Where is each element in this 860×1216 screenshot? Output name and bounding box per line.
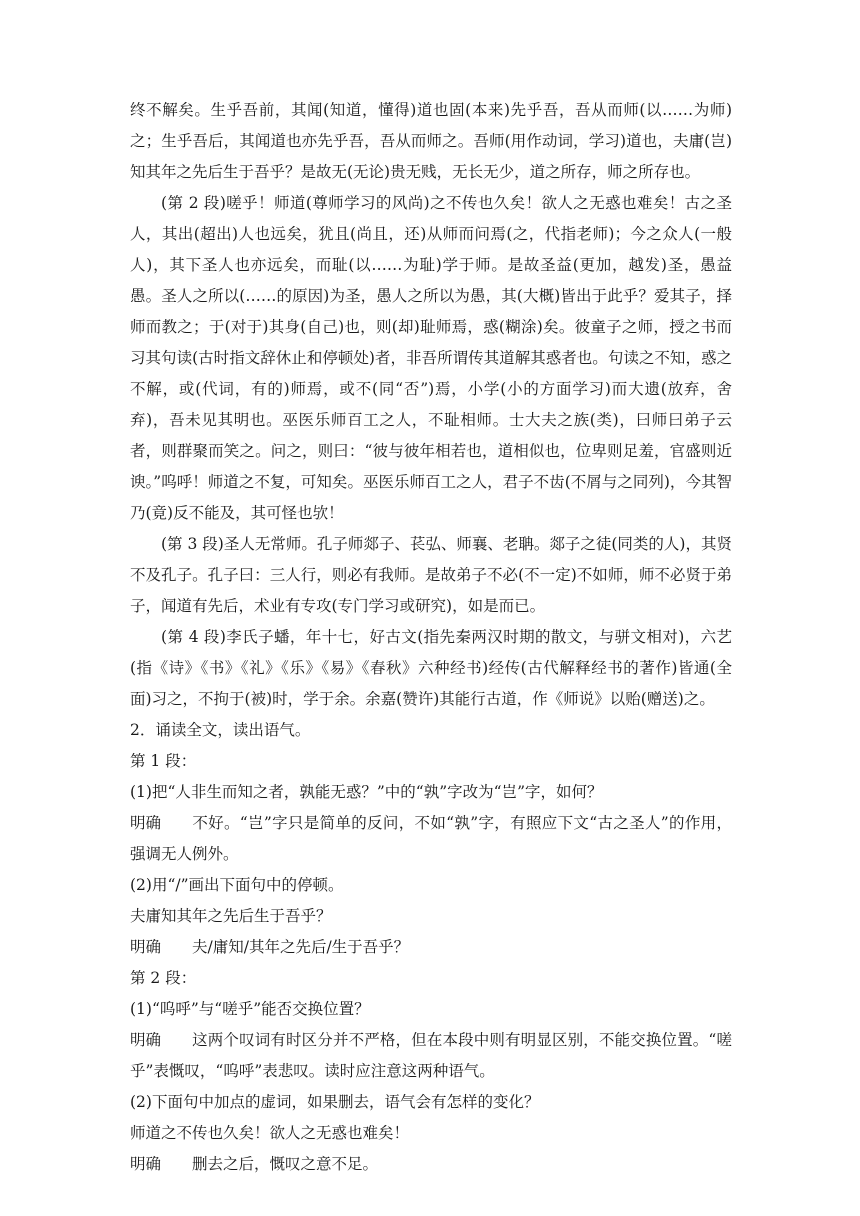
answer-text: 这两个叹词有时区分并不严格，但在本段中则有明显区别，不能交换位置。“嗟乎”表慨叹，“呜呼”表悲叹。读时应注意这两种语气。 [130, 1031, 732, 1080]
question-4: (2)下面句中加点的虚词，如果删去，语气会有怎样的变化？ [130, 1093, 540, 1111]
paragraph-1-continuation: 终不解矣。生乎吾前，其闻(知道，懂得)道也固(本来)先乎吾，吾从而师(以……为师)之；生乎吾后，其闻道也亦先乎吾，吾从而师之。吾师(用作动词，学习)道也，夫庸(岂)知其年之先后生于吾乎？是故无(无论)贵无贱，无长无少，道之所存，师之所存也。 [130, 101, 732, 181]
question-1: (1)把“人非生而知之者，孰能无惑？”中的“孰”字改为“岂”字，如何？ [130, 783, 603, 801]
question-2: (2)用“/”画出下面句中的停顿。 [130, 876, 344, 894]
answer-text: 不好。“岂”字只是简单的反问，不如“孰”字，有照应下文“古之圣人”的作用，强调无人例外。 [130, 814, 732, 863]
paragraph-3: (第 3 段)圣人无常师。孔子师郯子、苌弘、师襄、老聃。郯子之徒(同类的人)，其贤不及孔子。孔子曰：三人行，则必有我师。是故弟子不必(不一定)不如师，师不必贤于弟子，闻道有先后，术业有专攻(专门学习或研究)，如是而已。 [130, 535, 732, 615]
answer-1 [130, 808, 732, 870]
answer-text: 删去之后，慨叹之意不足。 [192, 1155, 379, 1173]
part-1-label: 第 1 段： [130, 752, 197, 770]
answer-label: 明确 [130, 1031, 162, 1049]
answer-4 [130, 1149, 732, 1180]
part-2-label: 第 2 段： [130, 969, 197, 987]
answer-text: 夫/庸知/其年之先后/生于吾乎？ [192, 938, 410, 956]
answer-label: 明确 [130, 938, 162, 956]
paragraph-4: (第 4 段)李氏子蟠，年十七，好古文(指先秦两汉时期的散文，与骈文相对)，六艺(指《诗》《书》《礼》《乐》《易》《春秋》六种经书)经传(古代解释经书的著作)皆通(全面)习之，不拘于(被)时，学于余。余嘉(赞许)其能行古道，作《师说》以贻(赠送)之。 [130, 628, 732, 708]
answer-3 [130, 1025, 732, 1087]
section-heading: 2．诵读全文，读出语气。 [130, 721, 311, 739]
answer-2 [130, 932, 732, 963]
document-body [130, 95, 732, 1180]
answer-label: 明确 [130, 814, 162, 832]
question-3: (1)“呜呼”与“嗟乎”能否交换位置？ [130, 1000, 370, 1018]
paragraph-2: (第 2 段)嗟乎！师道(尊师学习的风尚)之不传也久矣！欲人之无惑也难矣！古之圣人，其出(超出)人也远矣，犹且(尚且，还)从师而问焉(之，代指老师)；今之众人(一般人)，其下圣人也亦远矣，而耻(以……为耻)学于师。是故圣益(更加，越发)圣，愚益愚。圣人之所以(……的原因)为圣，愚人之所以为愚，其(大概)皆出于此乎？爱其子，择师而教之；于(对于)其身(自己)也，则(却)耻师焉，惑(糊涂)矣。彼童子之师，授之书而习其句读(古时指文辞休止和停顿处)者，非吾所谓传其道解其惑者也。句读之不知，惑之不解，或(代词，有的)师焉，或不(同“否”)焉，小学(小的方面学习)而大遗(放弃，舍弃)，吾未见其明也。巫医乐师百工之人，不耻相师。士大夫之族(类)，曰师曰弟子云者，则群聚而笑之。问之，则曰：“彼与彼年相若也，道相似也，位卑则足羞，官盛则近谀。”呜呼！师道之不复，可知矣。巫医乐师百工之人，君子不齿(不屑与之同列)，今其智乃(竟)反不能及，其可怪也欤！ [130, 194, 732, 522]
question-2-sentence: 夫庸知其年之先后生于吾乎？ [130, 907, 332, 925]
question-4-sentence: 师道之不传也久矣！欲人之无惑也难矣！ [130, 1124, 410, 1142]
answer-label: 明确 [130, 1155, 162, 1173]
